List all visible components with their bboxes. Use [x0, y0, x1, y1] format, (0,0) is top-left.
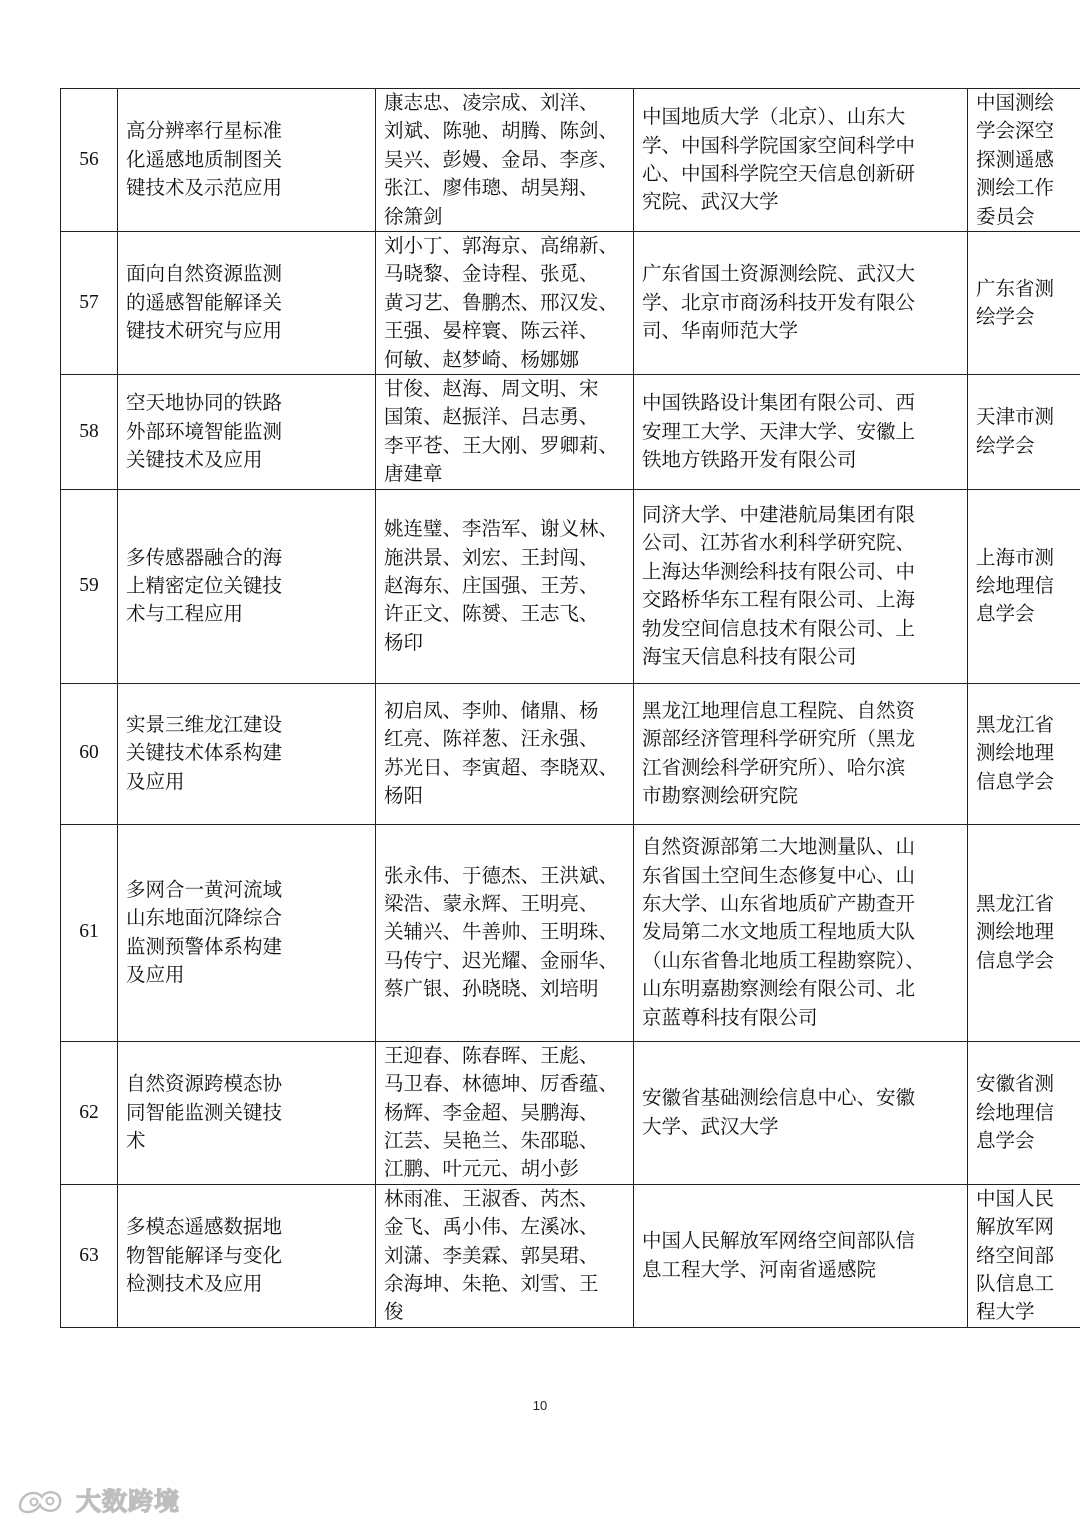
table-row	[61, 489, 1080, 683]
watermark-text: 大数跨境	[76, 1487, 181, 1516]
row-number: 58	[61, 375, 118, 490]
project-title: 实景三维龙江建设 关键技术体系构建 及应用	[118, 683, 376, 824]
table-row	[61, 824, 1080, 1041]
completing-units: 黑龙江地理信息工程院、自然资 源部经济管理科学研究所（黑龙 江省测绘科学研究所）、哈尔滨 市勘察测绘研究院	[634, 683, 968, 824]
page-number: 10	[532, 1398, 548, 1413]
row-number: 63	[61, 1184, 118, 1327]
row-number: 60	[61, 683, 118, 824]
completing-units: 中国地质大学（北京）、山东大 学、中国科学院国家空间科学中 心、中国科学院空天信息创新研 究院、武汉大学	[634, 89, 968, 232]
project-title: 多传感器融合的海 上精密定位关键技 术与工程应用	[118, 489, 376, 683]
nominator: 上海市测 绘地理信 息学会	[968, 489, 1080, 683]
project-title: 面向自然资源监测 的遥感智能解译关 键技术研究与应用	[118, 232, 376, 375]
row-number: 59	[61, 489, 118, 683]
row-number: 61	[61, 824, 118, 1041]
dashujk-logo-icon	[14, 1483, 70, 1517]
awards-table	[60, 88, 1080, 1328]
completing-units: 中国铁路设计集团有限公司、西 安理工大学、天津大学、安徽上 铁地方铁路开发有限公司	[634, 375, 968, 490]
table-row	[61, 89, 1080, 232]
completers: 康志忠、凌宗成、刘洋、 刘斌、陈驰、胡腾、陈剑、 吴兴、彭嫚、金昂、李彦、 张江、廖伟璁、胡昊翔、 徐箫剑	[376, 89, 634, 232]
watermark	[14, 1482, 180, 1518]
completing-units: 安徽省基础测绘信息中心、安徽 大学、武汉大学	[634, 1041, 968, 1184]
completers: 姚连璧、李浩军、谢义林、 施洪景、刘宏、王封闯、 赵海东、庄国强、王芳、 许正文、陈赟、王志飞、 杨印	[376, 489, 634, 683]
row-number: 56	[61, 89, 118, 232]
nominator: 黑龙江省 测绘地理 信息学会	[968, 824, 1080, 1041]
nominator: 安徽省测 绘地理信 息学会	[968, 1041, 1080, 1184]
project-title: 多模态遥感数据地 物智能解译与变化 检测技术及应用	[118, 1184, 376, 1327]
table-row	[61, 1041, 1080, 1184]
completers: 王迎春、陈春晖、王彪、 马卫春、林德坤、厉香蕴、 杨辉、李金超、吴鹏海、 江芸、吴艳兰、朱邵聪、 江鹏、叶元元、胡小彭	[376, 1041, 634, 1184]
completers: 刘小丁、郭海京、高绵新、 马晓黎、金诗程、张觅、 黄习艺、鲁鹏杰、邢汉发、 王强、晏梓寰、陈云祥、 何敏、赵梦崎、杨娜娜	[376, 232, 634, 375]
completing-units: 同济大学、中建港航局集团有限 公司、江苏省水利科学研究院、 上海达华测绘科技有限公司、中 交路桥华东工程有限公司、上海 勃发空间信息技术有限公司、上 海宝天信息科技有限公司	[634, 489, 968, 683]
table-row	[61, 1184, 1080, 1327]
nominator: 黑龙江省 测绘地理 信息学会	[968, 683, 1080, 824]
nominator: 中国测绘 学会深空 探测遥感 测绘工作 委员会	[968, 89, 1080, 232]
table-row	[61, 232, 1080, 375]
row-number: 57	[61, 232, 118, 375]
table-row	[61, 375, 1080, 490]
completers: 甘俊、赵海、周文明、宋 国策、赵振洋、吕志勇、 李平苍、王大刚、罗卿莉、 唐建章	[376, 375, 634, 490]
project-title: 空天地协同的铁路 外部环境智能监测 关键技术及应用	[118, 375, 376, 490]
nominator: 广东省测 绘学会	[968, 232, 1080, 375]
completers: 张永伟、于德杰、王洪斌、 梁浩、蒙永辉、王明亮、 关辅兴、牛善帅、王明珠、 马传宁、迟光耀、金丽华、 蔡广银、孙晓晓、刘培明	[376, 824, 634, 1041]
project-title: 自然资源跨模态协 同智能监测关键技 术	[118, 1041, 376, 1184]
table-row	[61, 683, 1080, 824]
nominator: 中国人民 解放军网 络空间部 队信息工 程大学	[968, 1184, 1080, 1327]
row-number: 62	[61, 1041, 118, 1184]
project-title: 多网合一黄河流域 山东地面沉降综合 监测预警体系构建 及应用	[118, 824, 376, 1041]
nominator: 天津市测 绘学会	[968, 375, 1080, 490]
project-title: 高分辨率行星标准 化遥感地质制图关 键技术及示范应用	[118, 89, 376, 232]
completing-units: 广东省国土资源测绘院、武汉大 学、北京市商汤科技开发有限公 司、华南师范大学	[634, 232, 968, 375]
completing-units: 自然资源部第二大地测量队、山 东省国土空间生态修复中心、山 东大学、山东省地质矿产勘查开 发局第二水文地质工程地质大队 （山东省鲁北地质工程勘察院）、 山东明嘉勘察测绘有限公司、北 京蓝尊科技有限公司	[634, 824, 968, 1041]
completing-units: 中国人民解放军网络空间部队信 息工程大学、河南省遥感院	[634, 1184, 968, 1327]
completers: 初启凤、李帅、储鼎、杨 红亮、陈祥葱、汪永强、 苏光日、李寅超、李晓双、 杨阳	[376, 683, 634, 824]
completers: 林雨准、王淑香、芮杰、 金飞、禹小伟、左溪冰、 刘潇、李美霖、郭昊珺、 余海坤、朱艳、刘雪、王 俊	[376, 1184, 634, 1327]
